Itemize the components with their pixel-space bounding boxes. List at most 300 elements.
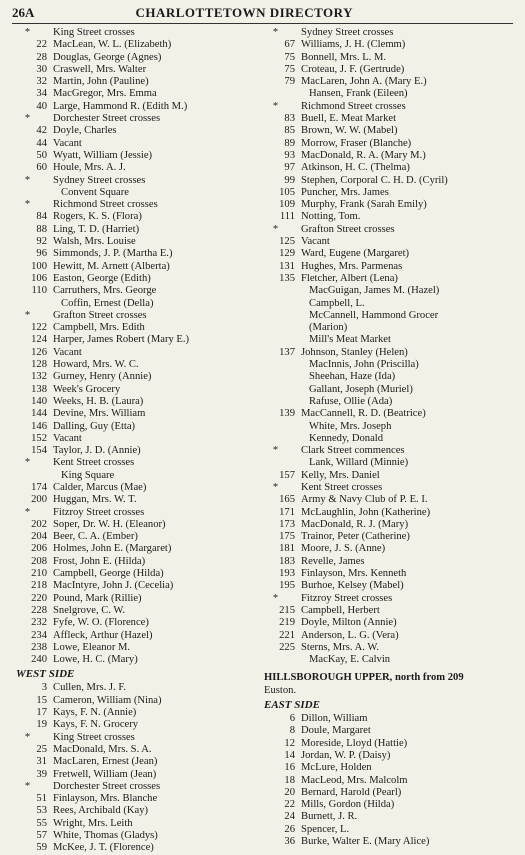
house-number: *	[24, 27, 31, 38]
cross-street-name: Fitzroy Street crosses	[301, 592, 393, 604]
directory-entry	[16, 101, 256, 113]
house-number	[264, 334, 301, 346]
directory-entry	[16, 531, 256, 543]
resident-name: Douglas, George (Agnes)	[53, 51, 162, 63]
directory-entry	[16, 88, 256, 100]
resident-name: Mill's Meat Market	[309, 334, 391, 346]
house-number	[264, 298, 301, 310]
house-number: 137	[279, 346, 295, 358]
resident-name: Holmes, John E. (Margaret)	[53, 543, 172, 555]
resident-name: Rees, Archibald (Kay)	[53, 805, 149, 817]
house-number: *	[272, 445, 279, 457]
resident-name: Week's Grocery	[53, 383, 121, 395]
house-number: 181	[279, 543, 295, 555]
resident-name: MacLeod, Mrs. Malcolm	[301, 774, 408, 786]
directory-entry	[16, 211, 256, 223]
resident-name: Buell, E. Meat Market	[301, 113, 397, 125]
directory-entry	[16, 568, 256, 580]
directory-entry	[264, 713, 519, 725]
resident-name: Huggan, Mrs. W. T.	[53, 494, 137, 506]
resident-name: Doule, Margaret	[301, 725, 371, 737]
house-number: *	[24, 309, 31, 321]
resident-name: Vacant	[301, 236, 330, 248]
directory-entry	[264, 775, 519, 787]
directory-entry	[16, 261, 256, 273]
directory-entry	[264, 762, 519, 774]
house-number: 17	[36, 707, 47, 719]
resident-name: MacDonald, R. A. (Mary M.)	[301, 149, 426, 161]
resident-name: Coffin, Ernest (Della)	[61, 297, 154, 309]
directory-entry	[264, 494, 519, 506]
directory-entry	[16, 793, 256, 805]
directory-entry	[16, 187, 256, 199]
directory-entry	[264, 630, 519, 642]
house-number: 99	[284, 174, 295, 186]
directory-entry	[16, 150, 256, 162]
house-number	[264, 421, 301, 433]
resident-name: Calder, Marcus (Mae)	[53, 481, 147, 493]
resident-name: Rafuse, Ollie (Ada)	[309, 395, 393, 407]
directory-entry	[16, 605, 256, 617]
house-number: 97	[284, 162, 295, 174]
directory-entry	[16, 842, 256, 854]
left-column	[16, 27, 256, 855]
resident-name: Lank, Willard (Minnie)	[309, 457, 409, 469]
resident-name: MacDonald, Mrs. S. A.	[53, 743, 152, 755]
directory-entry	[16, 396, 256, 408]
resident-name: Cullen, Mrs. J. F.	[53, 682, 127, 694]
resident-name: Army & Navy Club of P. E. I.	[301, 494, 428, 506]
directory-entry	[264, 125, 519, 137]
house-number: 111	[279, 211, 295, 223]
house-number: 132	[31, 371, 47, 383]
house-number: *	[24, 457, 31, 469]
directory-entry	[264, 64, 519, 76]
house-number: 157	[279, 469, 295, 481]
directory-entry	[16, 769, 256, 781]
resident-name: Affleck, Arthur (Hazel)	[53, 629, 153, 641]
directory-entry	[16, 371, 256, 383]
resident-name: Martin, John (Pauline)	[53, 76, 149, 88]
resident-name: Gurney, Henry (Annie)	[53, 371, 152, 383]
resident-name: McKee, J. T. (Florence)	[53, 842, 154, 854]
directory-entry	[264, 113, 519, 125]
resident-name: Finlayson, Mrs. Kenneth	[301, 568, 407, 580]
cross-street-name: Sydney Street crosses	[53, 174, 146, 186]
house-number	[264, 396, 301, 408]
directory-entry	[264, 507, 519, 519]
directory-entry	[264, 384, 519, 396]
resident-name: Campbell, L.	[309, 297, 365, 309]
house-number: 16	[284, 762, 295, 774]
resident-name: Craswell, Mrs. Walter	[53, 63, 147, 75]
directory-entry	[16, 248, 256, 260]
house-number: 228	[31, 604, 47, 616]
house-number: *	[272, 592, 279, 604]
resident-name: Wyatt, William (Jessie)	[53, 149, 153, 161]
cross-street-row	[264, 101, 519, 113]
cross-street-name: Richmond Street crosses	[301, 100, 406, 112]
house-number: 131	[279, 260, 295, 272]
resident-name: White, Mrs. Joseph	[309, 420, 392, 432]
resident-name: Harper, James Robert (Mary E.)	[53, 334, 190, 346]
directory-entry	[264, 642, 519, 654]
directory-entry	[264, 236, 519, 248]
cross-street-name: Kent Street crosses	[301, 481, 383, 493]
cross-street-row	[16, 781, 256, 793]
directory-entry	[16, 695, 256, 707]
directory-entry	[16, 556, 256, 568]
house-number	[264, 384, 301, 396]
directory-entry	[16, 630, 256, 642]
directory-entry	[264, 150, 519, 162]
resident-name: Burke, Walter E. (Mary Alice)	[301, 836, 430, 847]
house-number: 12	[284, 737, 295, 749]
resident-name: MacKay, E. Calvin	[309, 654, 391, 666]
house-number: 110	[31, 285, 47, 297]
directory-entry	[16, 298, 256, 310]
directory-entry	[16, 494, 256, 506]
cross-street-name: Fitzroy Street crosses	[53, 506, 145, 518]
resident-name: Campbell, Herbert	[301, 604, 380, 616]
house-number: 53	[36, 805, 47, 817]
resident-name: Beer, C. A. (Ember)	[53, 531, 138, 543]
house-number: 152	[31, 432, 47, 444]
directory-entry	[264, 52, 519, 64]
page-title: CHARLOTTETOWN DIRECTORY	[135, 5, 353, 20]
house-number: 19	[36, 719, 47, 731]
resident-name: Williams, J. H. (Clemm)	[301, 39, 406, 51]
house-number	[264, 654, 301, 666]
directory-entry	[16, 138, 256, 150]
directory-entry	[264, 199, 519, 211]
resident-name: Soper, Dr. W. H. (Eleanor)	[53, 518, 166, 530]
house-number: *	[272, 481, 279, 493]
house-number: *	[24, 174, 31, 186]
resident-name: MacGregor, Mrs. Emma	[53, 88, 157, 100]
house-number: 55	[36, 817, 47, 829]
resident-name: Brown, W. W. (Mabel)	[301, 125, 398, 137]
east-side-heading: EAST SIDE	[264, 699, 320, 712]
directory-entry	[16, 39, 256, 51]
directory-entry	[16, 76, 256, 88]
directory-entry	[16, 273, 256, 285]
resident-name: Carruthers, Mrs. George	[53, 285, 157, 297]
directory-entry	[16, 830, 256, 842]
directory-entry	[16, 744, 256, 756]
house-number: 75	[284, 51, 295, 63]
resident-name: Trainor, Peter (Catherine)	[301, 531, 410, 543]
resident-name: Hewitt, M. Arnett (Alberta)	[53, 260, 170, 272]
house-number: 128	[31, 359, 47, 371]
directory-entry	[16, 482, 256, 494]
directory-entry	[264, 433, 519, 445]
directory-entry	[264, 285, 519, 297]
directory-entry	[16, 421, 256, 433]
resident-name: Weeks, H. B. (Laura)	[53, 395, 144, 407]
directory-entry	[264, 273, 519, 285]
cross-street-name: Richmond Street crosses	[53, 199, 158, 211]
directory-entry	[16, 654, 256, 666]
house-number: 175	[279, 531, 295, 543]
resident-name: MacCannell, R. D. (Beatrice)	[301, 408, 426, 420]
directory-entry	[16, 347, 256, 359]
resident-name: Spencer, L.	[301, 823, 350, 835]
directory-entry	[264, 738, 519, 750]
directory-entry	[264, 617, 519, 629]
directory-entry	[16, 756, 256, 768]
directory-entry	[16, 162, 256, 174]
directory-entry	[16, 322, 256, 334]
house-number: 83	[284, 113, 295, 125]
house-number	[16, 298, 53, 310]
house-number: 232	[31, 617, 47, 629]
house-number: 59	[36, 842, 47, 854]
directory-entry	[264, 187, 519, 199]
directory-entry	[16, 285, 256, 297]
directory-entry	[264, 811, 519, 823]
house-number	[264, 457, 301, 469]
house-number: 234	[31, 629, 47, 641]
directory-entry	[264, 836, 519, 848]
resident-name: Mills, Gordon (Hilda)	[301, 799, 395, 811]
directory-entry	[264, 421, 519, 433]
house-number: 154	[31, 445, 47, 457]
resident-name: Burhoe, Kelsey (Mabel)	[301, 580, 404, 592]
directory-entry	[16, 593, 256, 605]
resident-name: Atkinson, H. C. (Thelma)	[301, 162, 410, 174]
house-number: 218	[31, 580, 47, 592]
house-number: 106	[31, 272, 47, 284]
directory-entry	[16, 236, 256, 248]
house-number: 25	[36, 743, 47, 755]
house-number	[264, 310, 301, 322]
house-number	[264, 371, 301, 383]
house-number: 60	[36, 162, 47, 174]
directory-entry	[264, 568, 519, 580]
directory-entry	[16, 543, 256, 555]
resident-name: Large, Hammond R. (Edith M.)	[53, 100, 188, 112]
house-number: 8	[289, 725, 295, 737]
street-heading-tail: Euston.	[264, 684, 297, 696]
directory-entry	[264, 470, 519, 482]
cross-street-row	[16, 27, 256, 39]
directory-entry	[16, 519, 256, 531]
house-number: 92	[36, 236, 47, 248]
house-number: 30	[36, 63, 47, 75]
resident-name: Simmonds, J. P. (Martha E.)	[53, 248, 173, 260]
directory-entry	[16, 805, 256, 817]
house-number	[16, 470, 53, 482]
cross-street-row	[264, 445, 519, 457]
resident-name: Vacant	[53, 137, 82, 149]
resident-name: Vacant	[53, 432, 82, 444]
directory-entry	[16, 64, 256, 76]
house-number: 105	[279, 186, 295, 198]
left-entries	[16, 27, 256, 666]
cross-street-row	[16, 732, 256, 744]
house-number: 44	[36, 137, 47, 149]
house-number: 221	[279, 629, 295, 641]
directory-entry	[16, 818, 256, 830]
house-number: 206	[31, 543, 47, 555]
resident-name: MacLaren, Ernest (Jean)	[53, 756, 158, 768]
resident-name: Ling, T. D. (Harriet)	[53, 223, 140, 235]
directory-entry	[16, 719, 256, 731]
house-number: 109	[279, 199, 295, 211]
house-number: 146	[31, 420, 47, 432]
cross-street-name: Grafton Street crosses	[53, 309, 147, 321]
directory-entry	[16, 384, 256, 396]
house-number: 200	[31, 494, 47, 506]
resident-name: Campbell, George (Hilda)	[53, 568, 164, 580]
resident-name: Kennedy, Donald	[309, 432, 384, 444]
directory-entry	[264, 556, 519, 568]
directory-entry	[264, 88, 519, 100]
cross-street-name: Grafton Street crosses	[301, 223, 395, 235]
directory-entry	[264, 396, 519, 408]
directory-entry	[264, 359, 519, 371]
directory-entry	[16, 408, 256, 420]
directory-entry	[264, 725, 519, 737]
street-heading-hillsborough	[264, 672, 519, 697]
resident-name: Campbell, Mrs. Edith	[53, 322, 145, 334]
street-heading-line: HILLSBOROUGH UPPER, north from 209	[264, 672, 464, 684]
resident-name: Dalling, Guy (Etta)	[53, 420, 136, 432]
resident-name: Puncher, Mrs. James	[301, 186, 389, 198]
directory-entry	[264, 519, 519, 531]
house-number: 202	[31, 518, 47, 530]
directory-entry	[264, 138, 519, 150]
resident-name: MacInnis, John (Priscilla)	[309, 359, 419, 371]
house-number: 50	[36, 149, 47, 161]
house-number: 20	[284, 786, 295, 798]
resident-name: McCannell, Hammond Grocer	[309, 309, 439, 321]
resident-name: MacGuigan, James M. (Hazel)	[309, 285, 440, 297]
resident-name: Snelgrove, C. W.	[53, 604, 126, 616]
house-number: *	[24, 731, 31, 743]
house-number: 32	[36, 76, 47, 88]
house-number: 173	[279, 518, 295, 530]
directory-entry	[16, 445, 256, 457]
resident-name: Fyfe, W. O. (Florence)	[53, 617, 149, 629]
directory-entry	[264, 76, 519, 88]
resident-name: MacLean, W. L. (Elizabeth)	[53, 39, 172, 51]
resident-name: MacIntyre, John J. (Cecelia)	[53, 580, 174, 592]
resident-name: Morrow, Fraser (Blanche)	[301, 137, 412, 149]
house-number: *	[24, 199, 31, 211]
resident-name: Ward, Eugene (Margaret)	[301, 248, 410, 260]
house-number: 22	[284, 799, 295, 811]
resident-name: Sheehan, Haze (Ida)	[309, 371, 396, 383]
directory-entry	[264, 39, 519, 51]
cross-street-name: Kent Street crosses	[53, 457, 135, 469]
house-number: 138	[31, 383, 47, 395]
house-number	[16, 187, 53, 199]
resident-name: Gallant, Joseph (Muriel)	[309, 383, 413, 395]
house-number: 125	[279, 236, 295, 248]
resident-name: Lowe, Eleanor M.	[53, 641, 131, 653]
directory-entry	[264, 248, 519, 260]
directory-entry	[264, 824, 519, 836]
house-number	[264, 88, 301, 100]
house-number: 51	[36, 793, 47, 805]
house-number: 240	[31, 654, 47, 666]
house-number: 57	[36, 830, 47, 841]
house-number: 14	[284, 749, 295, 761]
resident-name: Burnett, J. R.	[301, 811, 358, 823]
resident-name: McLaughlin, John (Katherine)	[301, 506, 431, 518]
resident-name: Wright, Mrs. Leith	[53, 817, 133, 829]
house-number: 122	[31, 322, 47, 334]
house-number	[264, 285, 301, 297]
directory-entry	[16, 707, 256, 719]
resident-name: Moreside, Lloyd (Hattie)	[301, 737, 408, 749]
house-number: 84	[36, 211, 47, 223]
house-number: 15	[36, 694, 47, 706]
cross-street-name: King Street crosses	[53, 731, 135, 743]
directory-entry	[264, 322, 519, 334]
resident-name: Cameron, William (Nina)	[53, 694, 162, 706]
house-number: *	[272, 223, 279, 235]
directory-entry	[264, 787, 519, 799]
resident-name: Murphy, Frank (Sarah Emily)	[301, 199, 427, 211]
house-number: *	[24, 780, 31, 792]
directory-entry	[264, 162, 519, 174]
house-number: 3	[41, 682, 47, 694]
west-side-heading: WEST SIDE	[16, 668, 75, 681]
house-number: 193	[279, 568, 295, 580]
house-number: 24	[284, 811, 295, 823]
house-number: 36	[284, 836, 295, 847]
resident-name: Lowe, H. C. (Mary)	[53, 654, 138, 666]
resident-name: Moore, J. S. (Anne)	[301, 543, 386, 555]
directory-entry	[264, 799, 519, 811]
resident-name: Dillon, William	[301, 713, 368, 725]
resident-name: Convent Square	[61, 186, 129, 198]
directory-entry	[264, 310, 519, 322]
west-side-entries	[16, 682, 256, 854]
house-number: 225	[279, 641, 295, 653]
house-number: 75	[284, 63, 295, 75]
resident-name: MacLaren, John A. (Mary E.)	[301, 76, 427, 88]
resident-name: Doyle, Charles	[53, 125, 117, 137]
directory-entry	[16, 359, 256, 371]
house-number: 183	[279, 555, 295, 567]
house-number: 67	[284, 39, 295, 51]
house-number: 39	[36, 768, 47, 780]
resident-name: Doyle, Milton (Annie)	[301, 617, 397, 629]
resident-name: Howard, Mrs. W. C.	[53, 359, 139, 371]
resident-name: Kays, F. N. Grocery	[53, 719, 139, 731]
house-number: *	[24, 113, 31, 125]
resident-name: MacDonald, R. J. (Mary)	[301, 518, 409, 530]
resident-name: McLure, Holden	[301, 762, 372, 774]
house-number: 174	[31, 481, 47, 493]
resident-name: Fretwell, William (Jean)	[53, 768, 157, 780]
resident-name: Houle, Mrs. A. J.	[53, 162, 126, 174]
resident-name: Anderson, L. G. (Vera)	[301, 629, 399, 641]
cross-street-name: Dorchester Street crosses	[53, 113, 161, 125]
house-number: 204	[31, 531, 47, 543]
resident-name: Stephen, Corporal C. H. D. (Cyril)	[301, 174, 448, 186]
resident-name: Croteau, J. F. (Gertrude)	[301, 63, 405, 75]
cross-street-row	[16, 113, 256, 125]
directory-entry	[16, 433, 256, 445]
house-number: 40	[36, 100, 47, 112]
resident-name: King Square	[61, 469, 115, 481]
house-number: 31	[36, 756, 47, 768]
